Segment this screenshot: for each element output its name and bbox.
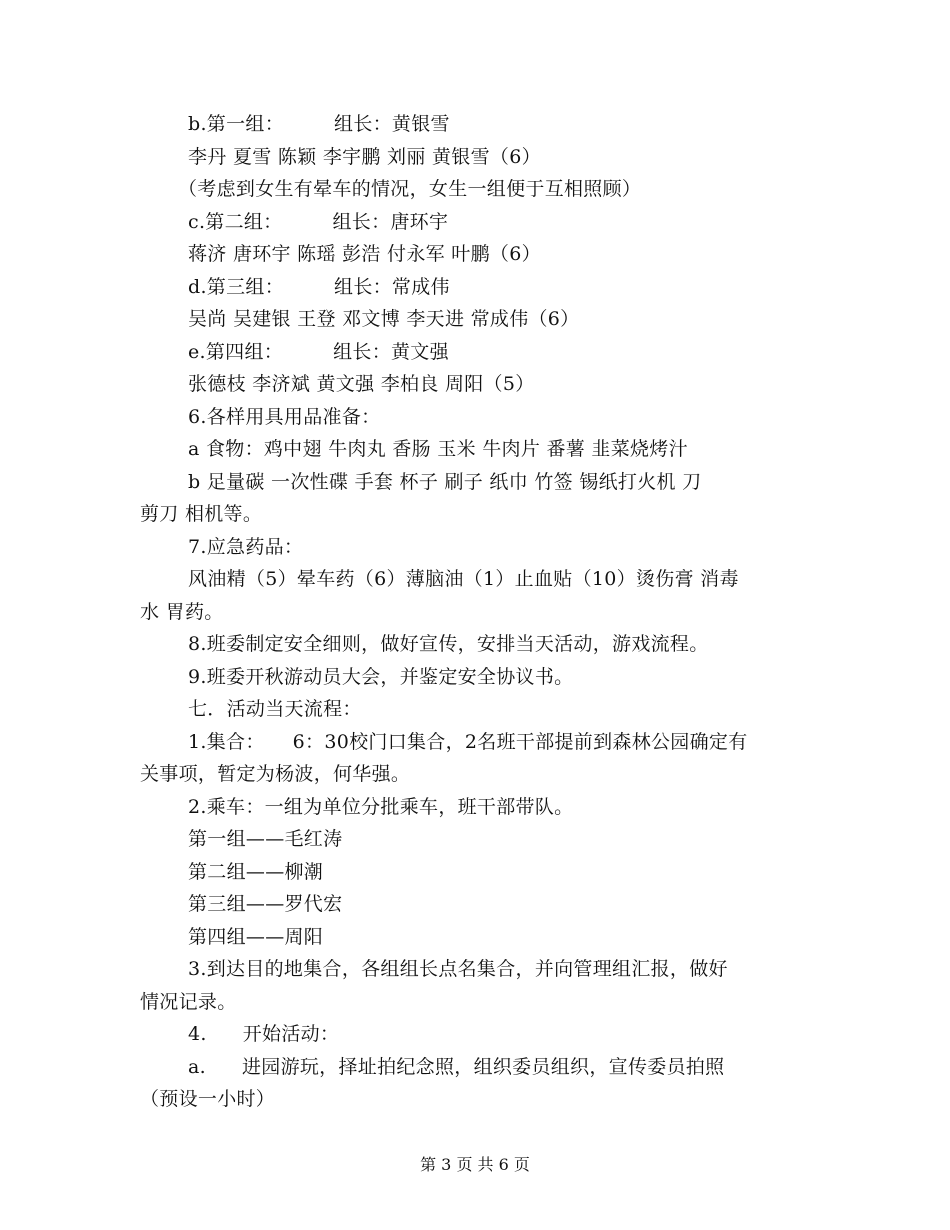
- activity-label: a.: [188, 1056, 206, 1078]
- supplies-food: a 食物：鸡中翅 牛肉丸 香肠 玉米 牛肉片 番薯 韭菜烧烤汁: [188, 438, 688, 460]
- medicine-list-cont: 水 胃药。: [140, 601, 224, 623]
- group-label: e.第四组：: [188, 341, 284, 363]
- group-one-note: （考虑到女生有晕车的情况，女生一组便于互相照顾）: [178, 178, 642, 200]
- item-8: 8.班委制定安全细则，做好宣传，安排当天活动，游戏流程。: [188, 633, 709, 655]
- group-four-members: 张德枝 李济斌 黄文强 李柏良 周阳（5）: [188, 373, 535, 395]
- supplies-heading: 6.各样用具用品准备：: [188, 406, 381, 428]
- supplies-tools: b 足量碳 一次性碟 手套 杯子 刷子 纸巾 竹签 锡纸打火机 刀: [188, 471, 702, 493]
- group-leader: 组长：常成伟: [334, 276, 450, 298]
- group-two-heading: [188, 210, 448, 234]
- step-arrive-cont: 情况记录。: [140, 991, 237, 1013]
- ride-group-4: 第四组——周阳: [188, 926, 324, 948]
- group-three-members: 吴尚 吴建银 王登 邓文博 李天进 常成伟（6）: [188, 308, 580, 330]
- step-label: 4.: [188, 1023, 207, 1045]
- group-leader: 组长：黄文强: [333, 341, 449, 363]
- step-text: 6：30校门口集合，2名班干部提前到森林公园确定有: [292, 731, 748, 753]
- group-one-heading: [188, 112, 450, 136]
- step-gather: [188, 730, 748, 754]
- group-label: c.第二组：: [188, 211, 283, 233]
- step-text: 开始活动：: [242, 1023, 340, 1045]
- ride-group-1: 第一组——毛红涛: [188, 828, 343, 850]
- step-gather-cont: 关事项，暂定为杨波，何华强。: [140, 763, 411, 785]
- group-four-heading: [188, 340, 449, 364]
- section-seven-heading: 七．活动当天流程：: [188, 698, 362, 720]
- activity-a: [188, 1055, 724, 1079]
- medicine-list: 风油精（5）晕车药（6）薄脑油（1）止血贴（10）烫伤膏 消毒: [188, 568, 739, 590]
- step-arrive: 3.到达目的地集合，各组组长点名集合，并向管理组汇报，做好: [188, 958, 728, 980]
- ride-group-2: 第二组——柳潮: [188, 861, 324, 883]
- step-label: 1.集合：: [188, 731, 265, 753]
- ride-group-3: 第三组——罗代宏: [188, 893, 343, 915]
- step-start: [188, 1022, 339, 1046]
- step-ride: 2.乘车：一组为单位分批乘车，班干部带队。: [188, 796, 574, 818]
- activity-a-cont: （预设一小时）: [140, 1088, 276, 1110]
- group-label: b.第一组：: [188, 113, 285, 135]
- group-label: d.第三组：: [188, 276, 285, 298]
- medicine-heading: 7.应急药品：: [188, 536, 304, 558]
- page-footer: 第 3 页 共 6 页: [420, 1155, 530, 1174]
- item-9: 9.班委开秋游动员大会，并鉴定安全协议书。: [188, 666, 574, 688]
- group-leader: 组长：黄银雪: [334, 113, 450, 135]
- activity-text: 进园游玩，择址拍纪念照，组织委员组织，宣传委员拍照: [241, 1056, 725, 1078]
- group-three-heading: [188, 275, 450, 299]
- group-leader: 组长：唐环宇: [332, 211, 449, 233]
- group-two-members: 蒋济 唐环宇 陈瑶 彭浩 付永军 叶鹏（6）: [188, 243, 541, 265]
- group-one-members: 李丹 夏雪 陈颖 李宇鹏 刘丽 黄银雪（6）: [188, 146, 541, 168]
- supplies-tools-cont: 剪刀 相机等。: [140, 503, 263, 525]
